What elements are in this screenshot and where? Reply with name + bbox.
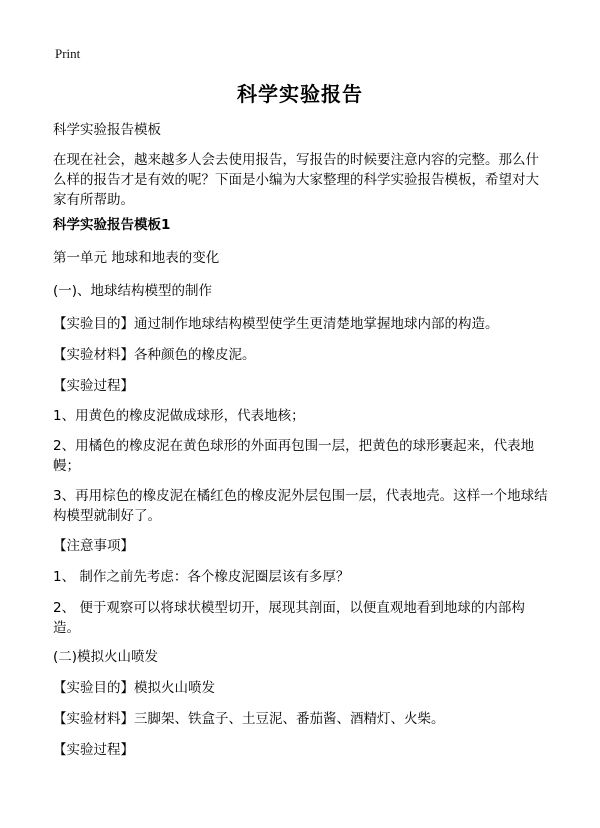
part1-purpose: 【实验目的】通过制作地球结构模型使学生更清楚地掌握地球内部的构造。 xyxy=(53,316,499,332)
part1-step-2: 2、用橘色的橡皮泥在黄色球形的外面再包围一层，把黄色的球形裹起来，代表地幔； xyxy=(53,438,535,474)
print-link[interactable]: Print xyxy=(55,46,81,61)
part1-heading: (一)、地球结构模型的制作 xyxy=(53,283,213,299)
part1-materials: 【实验材料】各种颜色的橡皮泥。 xyxy=(53,347,256,363)
part1-process-heading: 【实验过程】 xyxy=(53,378,134,394)
part1-notes-heading: 【注意事项】 xyxy=(53,538,134,554)
part2-heading: (二)模拟火山喷发 xyxy=(53,649,159,665)
part2-purpose: 【实验目的】模拟火山喷发 xyxy=(53,680,215,696)
part1-step-3: 3、再用棕色的橡皮泥在橘红色的橡皮泥外层包围一层，代表地壳。这样一个地球结构模型就制好了。 xyxy=(53,488,548,524)
unit-heading: 第一单元 地球和地表的变化 xyxy=(53,250,220,266)
page-title: 科学实验报告 xyxy=(237,82,363,106)
part2-process-heading: 【实验过程】 xyxy=(53,742,134,758)
part1-note-2: 2、 便于观察可以将球状模型切开，展现其剖面，以便直观地看到地球的内部构造。 xyxy=(53,600,525,636)
part2-materials: 【实验材料】三脚架、铁盒子、土豆泥、番茄酱、酒精灯、火柴。 xyxy=(53,711,445,727)
part1-note-1: 1、 制作之前先考虑：各个橡皮泥圈层该有多厚？ xyxy=(53,569,350,585)
section-heading: 科学实验报告模板1 xyxy=(53,217,171,233)
document-subtitle: 科学实验报告模板 xyxy=(53,122,161,138)
intro-paragraph: 在现在社会，越来越多人会去使用报告，写报告的时候要注意内容的完整。那么什么样的报告才是有效的呢？下面是小编为大家整理的科学实验报告模板，希望对大家有所帮助。 xyxy=(53,152,539,208)
part1-step-1: 1、用黄色的橡皮泥做成球形，代表地核； xyxy=(53,408,305,424)
